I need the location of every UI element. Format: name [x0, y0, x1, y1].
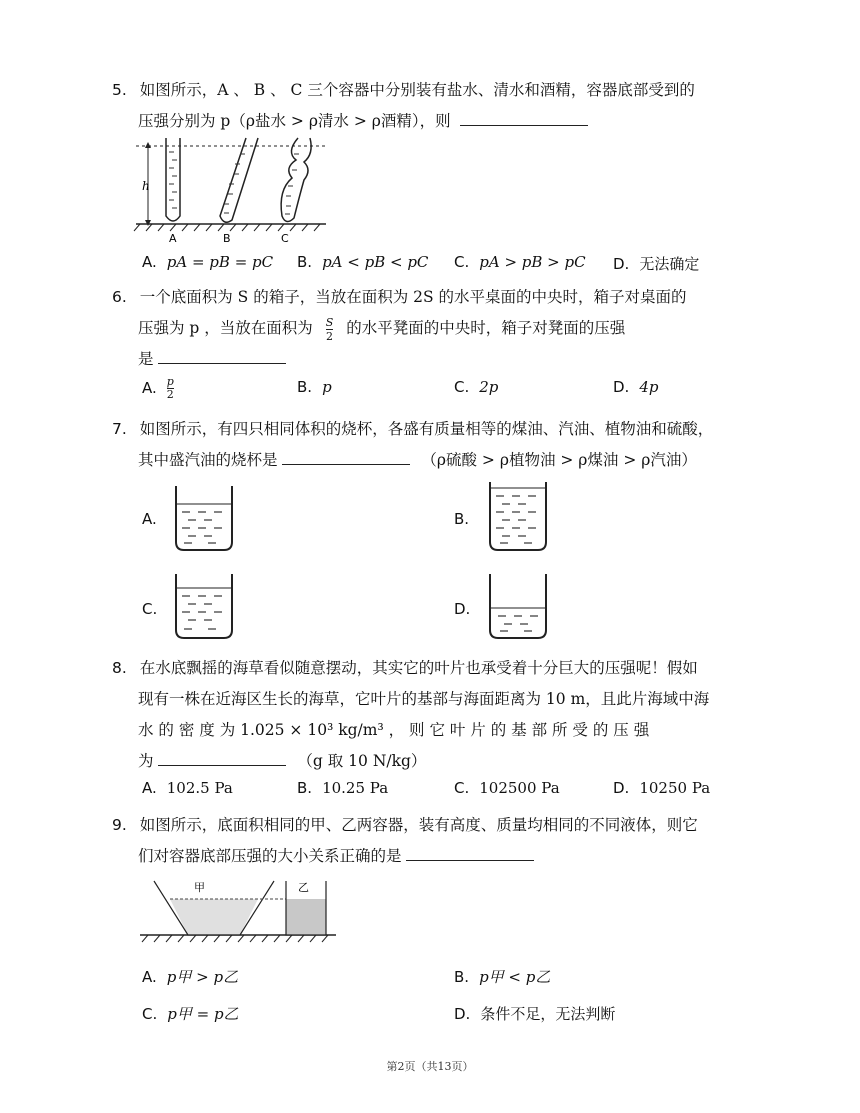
question-text: 如图所示，A 、 B 、 C 三个容器中分别装有盐水、清水和酒精，容器底部受到的	[139, 81, 695, 99]
question-text: 为	[138, 752, 154, 770]
question-text: 在水底飘摇的海草看似随意摆动，其实它的叶片也承受着十分巨大的压强呢！假如	[139, 659, 698, 677]
question-text: 是	[138, 350, 154, 368]
label-b: B	[223, 232, 231, 245]
beaker-a-icon	[172, 484, 238, 552]
q8-option-a[interactable]	[142, 779, 233, 797]
option-text: 102500 Pa	[479, 779, 560, 797]
q8-option-b[interactable]	[297, 779, 388, 797]
answer-blank[interactable]	[406, 842, 534, 861]
q7-option-a[interactable]	[142, 510, 167, 528]
label-c: C	[281, 232, 289, 245]
question-number: 8.	[112, 659, 127, 677]
answer-blank[interactable]	[158, 747, 286, 766]
question-text: 水 的 密 度 为 1.025 × 10³ kg/m³ ， 则 它 叶 片 的 基 部 所 受 的 压 强	[138, 721, 650, 739]
question-text: 如图所示，有四只相同体积的烧杯，各盛有质量相等的煤油、汽油、植物油和硫酸，	[139, 420, 714, 438]
option-text: 2p	[479, 378, 499, 396]
option-text: 10.25 Pa	[322, 779, 389, 797]
page-footer: 第2页（共13页）	[386, 1060, 474, 1073]
answer-blank[interactable]	[282, 446, 410, 465]
question-number: 5.	[112, 81, 127, 99]
q5-option-b[interactable]	[297, 253, 428, 271]
option-label: B.	[297, 378, 313, 396]
label-yi: 乙	[298, 881, 309, 894]
question-number: 7.	[112, 420, 127, 438]
option-text: 102.5 Pa	[166, 779, 233, 797]
q8-option-d[interactable]	[613, 779, 710, 797]
question-text: （g 取 10 N/kg）	[297, 752, 427, 770]
q5-figure	[136, 134, 336, 244]
option-text: p甲 = p乙	[167, 1005, 239, 1023]
question-text: 现有一株在近海区生长的海草，它叶片的基部与海面距离为 10 m，且此片海域中海	[138, 690, 710, 708]
option-label: D.	[454, 1005, 471, 1023]
beaker-b-icon	[486, 480, 552, 552]
option-text: pA < pB < pC	[322, 253, 429, 271]
q9-option-d[interactable]	[454, 1003, 615, 1024]
q6-option-d[interactable]	[613, 378, 658, 396]
question-text: 如图所示，底面积相同的甲、乙两容器，装有高度、质量均相同的不同液体，则它	[139, 816, 698, 834]
q8-option-c[interactable]	[454, 779, 560, 797]
fraction-numerator: S	[325, 315, 334, 329]
fraction-numerator: p	[166, 375, 174, 388]
label-a: A	[169, 232, 177, 245]
option-label: C.	[142, 1005, 158, 1023]
answer-blank[interactable]	[460, 107, 588, 126]
q6-option-a[interactable]	[142, 376, 174, 401]
option-label: C.	[454, 779, 470, 797]
option-label: A.	[142, 779, 157, 797]
q7-option-b[interactable]	[454, 510, 479, 528]
answer-blank[interactable]	[158, 345, 286, 364]
fraction	[326, 316, 334, 343]
option-text: pA = pB = pC	[166, 253, 274, 271]
beaker-c-icon	[172, 572, 238, 640]
option-label: C.	[454, 253, 470, 271]
option-label: B.	[454, 968, 470, 986]
option-label: B.	[297, 253, 313, 271]
question-text: （ρ硫酸 > ρ植物油 > ρ煤油 > ρ汽油）	[421, 451, 697, 469]
fraction	[167, 376, 174, 401]
option-text: 10250 Pa	[639, 779, 711, 797]
option-label: C.	[454, 378, 470, 396]
question-number: 9.	[112, 816, 127, 834]
option-label: A.	[142, 253, 157, 271]
question-text: 压强为 p ，当放在面积为	[138, 319, 313, 337]
option-text: 无法确定	[639, 255, 700, 273]
q6-option-b[interactable]	[297, 378, 332, 396]
option-label: A.	[142, 968, 157, 986]
q9-figure	[140, 877, 340, 947]
option-label: B.	[297, 779, 313, 797]
fraction-denominator: 2	[325, 329, 333, 343]
option-label: D.	[613, 779, 630, 797]
option-label: C.	[142, 600, 158, 618]
question-text: 其中盛汽油的烧杯是	[138, 451, 278, 469]
question-text: 压强分别为 p	[138, 112, 231, 130]
question-text: （ρ盐水 > ρ清水 > ρ酒精），则	[230, 112, 451, 130]
q9-option-a[interactable]	[142, 966, 238, 987]
q7-option-c[interactable]	[142, 600, 167, 618]
q9-option-b[interactable]	[454, 966, 550, 987]
option-text: 条件不足，无法判断	[480, 1005, 616, 1023]
option-text: pA > pB > pC	[479, 253, 586, 271]
option-label: D.	[613, 378, 630, 396]
question-number: 6.	[112, 288, 127, 306]
option-label: D.	[613, 255, 630, 273]
option-text: p甲 < p乙	[479, 968, 551, 986]
h-label: h	[142, 179, 150, 193]
q5-option-a[interactable]	[142, 253, 273, 271]
question-text: 一个底面积为 S 的箱子，当放在面积为 2S 的水平桌面的中央时，箱子对桌面的	[139, 288, 687, 306]
option-label: B.	[454, 510, 470, 528]
fraction-denominator: 2	[166, 388, 174, 401]
option-text: 4p	[639, 378, 659, 396]
label-jia: 甲	[194, 881, 205, 894]
q7-option-d[interactable]	[454, 600, 480, 618]
option-label: A.	[142, 378, 157, 397]
option-label: D.	[454, 600, 471, 618]
option-label: A.	[142, 510, 157, 528]
question-text: 们对容器底部压强的大小关系正确的是	[138, 847, 402, 865]
q5-option-c[interactable]	[454, 253, 586, 271]
q6-option-c[interactable]	[454, 378, 498, 396]
beaker-d-icon	[486, 572, 552, 640]
option-text: p	[322, 378, 332, 396]
option-text: p甲 > p乙	[166, 968, 239, 986]
q5-option-d[interactable]	[613, 253, 699, 274]
question-text: 的水平凳面的中央时，箱子对凳面的压强	[346, 319, 626, 337]
q9-option-c[interactable]	[142, 1003, 239, 1024]
